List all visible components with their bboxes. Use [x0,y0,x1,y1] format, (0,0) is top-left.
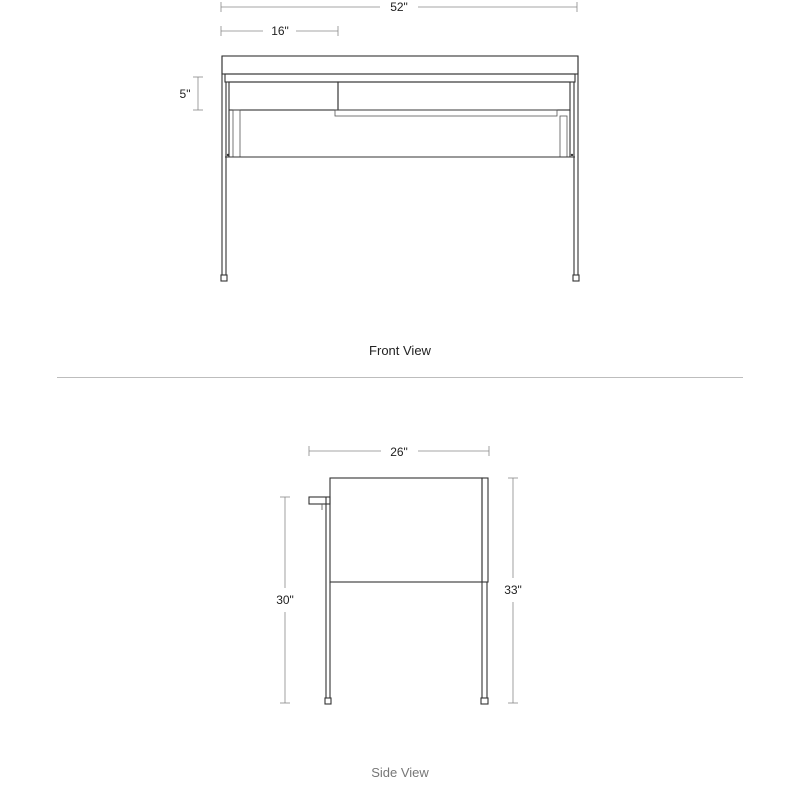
depth-label: 26" [390,445,408,459]
front-view [180,0,579,281]
dimension-depth [309,445,489,459]
back-panel [222,56,578,74]
drawer-front-lip [309,497,330,504]
dimension-drawer-height [180,77,203,110]
dimension-drawer-width [221,24,338,38]
side-view-caption: Side View [371,765,429,780]
right-drawer [338,82,570,110]
side-panel [330,478,482,582]
dimension-seat-height [276,497,294,703]
drawer-height-label: 5" [179,87,191,101]
left-drawer [229,82,338,110]
front-foot [325,698,331,704]
section-divider [57,377,743,378]
front-view-caption: Front View [369,343,431,358]
dimension-total-height [504,478,522,703]
dimension-total-width [221,0,577,14]
right-inner-panel [560,116,567,157]
left-inner-panel [233,110,240,157]
total-width-label: 52" [390,0,408,14]
back-foot [481,698,488,704]
drawer-width-label: 16" [271,24,289,38]
desk-top [225,74,575,82]
left-foot [221,275,227,281]
desk-front-drawing [221,56,579,281]
right-foot [573,275,579,281]
seat-height-label: 30" [276,593,294,607]
desk-side-drawing [309,478,488,704]
pull-out-tray [335,110,557,116]
total-height-label: 33" [504,583,522,597]
side-view [276,445,522,704]
back-upright [482,478,488,582]
